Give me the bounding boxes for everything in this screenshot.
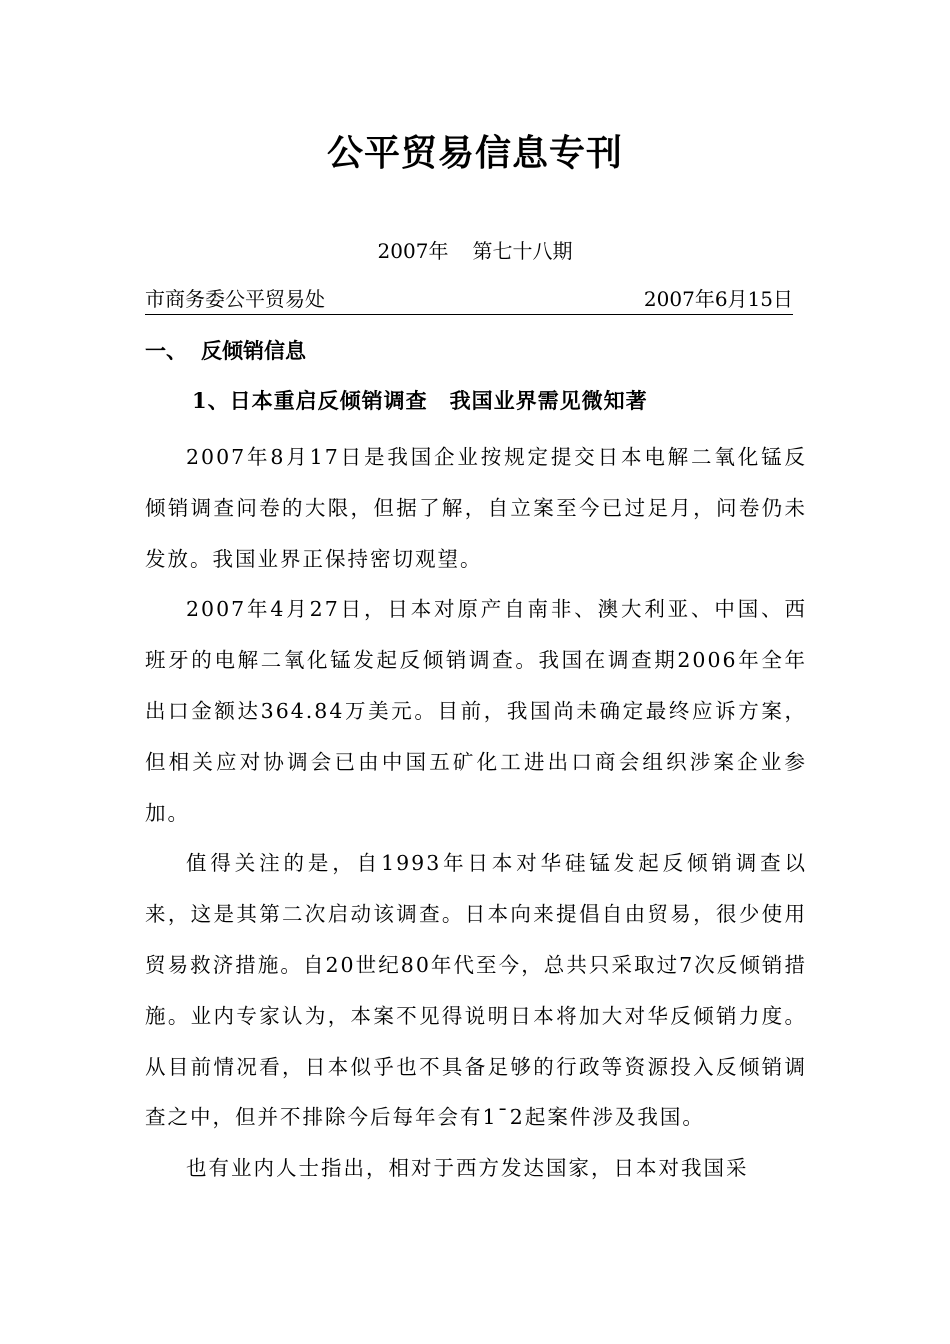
issue-year: 2007年 — [377, 239, 449, 263]
section-title: 反倾销信息 — [201, 338, 306, 363]
article-body — [145, 432, 807, 1194]
section-number: 一、 — [145, 338, 187, 363]
article-paragraph: 也有业内人士指出，相对于西方发达国家，日本对我国采 — [186, 1156, 749, 1181]
article-paragraph: 2007年4月27日，日本对原产自南非、澳大利亚、中国、西班牙的电解二氧化锰发起反倾销调查。我国在调查期2006年全年出口金额达364.84万美元。目前，我国尚未确定最终应诉方案，但相关应对协调会已由中国五矿化工进出口商会组织涉案企业参加。 — [145, 597, 807, 825]
document-title: 公平贸易信息专刊 — [326, 132, 623, 174]
publisher-line — [145, 284, 793, 315]
article-paragraph: 2007年8月17日是我国企业按规定提交日本电解二氧化锰反倾销调查问卷的大限，但据了解，自立案至今已过足月，问卷仍未发放。我国业界正保持密切观望。 — [145, 445, 807, 571]
issue-number: 第七十八期 — [472, 239, 573, 263]
publisher-organization: 市商务委公平贸易处 — [145, 287, 325, 311]
article-paragraph: 值得关注的是，自1993年日本对华硅锰发起反倾销调查以来，这是其第二次启动该调查。日本向来提倡自由贸易，很少使用贸易救济措施。自20世纪80年代至今，总共只采取过7次反倾销措施。业内专家认为，本案不见得说明日本将加大对华反倾销力度。从目前情况看，日本似乎也不具备足够的行政等资源投入反倾销调查之中，但并不排除今后每年会有1¯2起案件涉及我国。 — [145, 851, 807, 1130]
publish-date: 2007年6月15日 — [643, 287, 793, 311]
section-heading — [145, 336, 306, 366]
article-heading: 1、日本重启反倾销调查 我国业界需见微知著 — [192, 388, 648, 413]
issue-line — [0, 236, 950, 266]
